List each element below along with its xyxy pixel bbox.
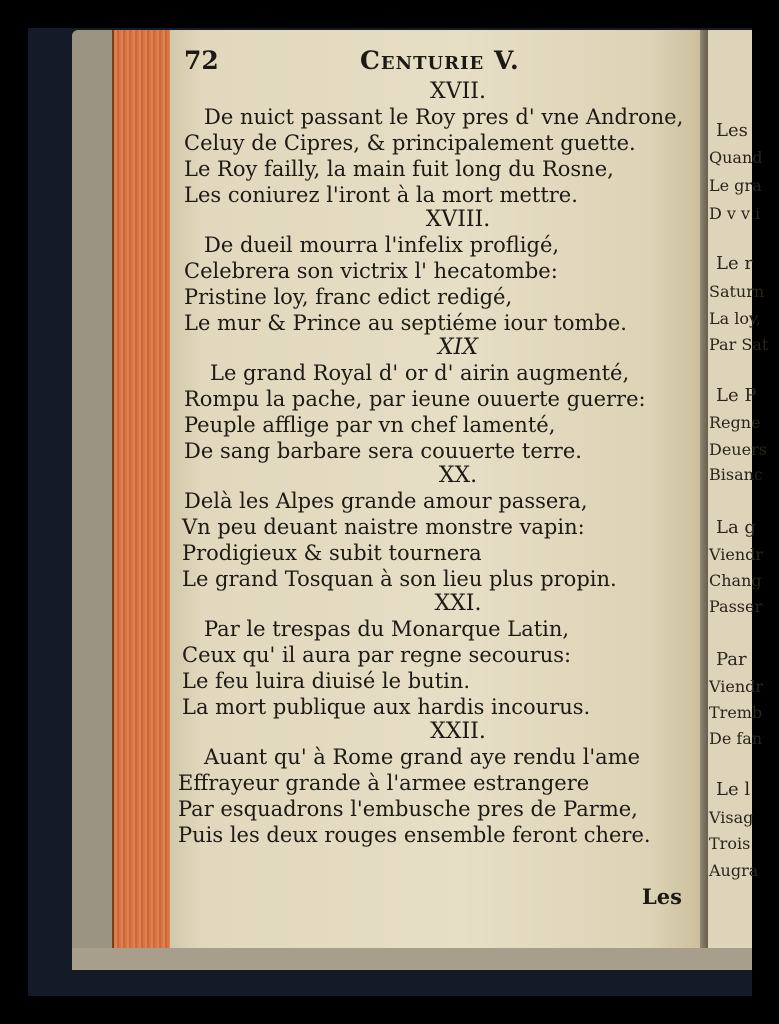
quatrain-number: XVII. <box>430 79 486 104</box>
next-page-fragment: Visag <box>709 808 754 827</box>
next-page-fragment: Passer <box>709 597 763 616</box>
next-page-fragment: Chang <box>709 571 762 590</box>
next-page-fragment: Augra <box>709 861 759 880</box>
next-page-fragment: Le r <box>716 253 753 274</box>
verse-line: Celebrera son victrix l' hecatombe: <box>184 259 558 283</box>
quatrain-number: XXII. <box>430 719 486 744</box>
verse-line: Par le trespas du Monarque Latin, <box>204 617 570 641</box>
verse-line: Par esquadrons l'embusche pres de Parme, <box>178 797 638 821</box>
verse-line: Le mur & Prince au septiéme iour tombe. <box>184 311 627 335</box>
next-page-fragment: Quand <box>709 148 763 167</box>
next-page-fragment: Viendr <box>709 677 764 696</box>
next-page-fragment: Le P <box>716 385 757 406</box>
next-page-fragment: Tremb <box>709 703 763 722</box>
quatrain-number: XVIII. <box>425 207 491 232</box>
quatrain <box>178 208 678 336</box>
next-page-fragment: La loy, <box>709 309 761 328</box>
quatrain <box>178 720 678 848</box>
running-title: Centurie V. <box>360 46 520 75</box>
quatrain <box>178 592 678 720</box>
verse-line: Le Roy failly, la main fuit long du Rosne, <box>184 157 614 181</box>
verse-line: Delà les Alpes grande amour passera, <box>184 489 588 513</box>
verse-line: Les coniurez l'iront à la mort mettre. <box>184 183 578 207</box>
next-page-fragment: Saturn <box>709 282 765 301</box>
next-page-fragment: Le gra <box>709 176 762 195</box>
quatrain-number: XXI. <box>434 591 482 616</box>
next-page-fragment: Deuers <box>709 440 767 459</box>
verse-line: Rompu la pache, par ieune ouuerte guerre: <box>184 387 646 411</box>
verse-line: Auant qu' à Rome grand aye rendu l'ame <box>204 745 641 769</box>
red-page-edges <box>112 30 178 948</box>
verse-line: Le feu luira diuisé le butin. <box>182 669 471 693</box>
verse-line: La mort publique aux hardis incourus. <box>182 695 591 719</box>
verse-line: De nuict passant le Roy pres d' vne Androne, <box>204 105 684 129</box>
next-page-fragment: Par <box>716 649 747 670</box>
next-page-fragment: Les <box>716 120 748 141</box>
verse-line: Pristine loy, franc edict redigé, <box>184 285 513 309</box>
verse-line: Le grand Royal d' or d' airin augmenté, <box>210 361 630 385</box>
verse-line: Le grand Tosquan à son lieu plus propin. <box>182 567 617 591</box>
verse-line: Ceux qu' il aura par regne secourus: <box>182 643 572 667</box>
verse-line: Celuy de Cipres, & principalement guette. <box>184 131 636 155</box>
next-page-fragment: La g <box>716 517 756 538</box>
verse-line: De dueil mourra l'infelix profligé, <box>204 233 560 257</box>
book-bottom-edge <box>72 948 752 970</box>
next-page-fragment: Bisanc <box>709 465 763 484</box>
next-page-fragment: De fan <box>709 729 763 748</box>
catchword: Les <box>642 884 682 909</box>
next-page-fragment: Par Sat <box>709 335 769 354</box>
verse-line: Prodigieux & subit tournera <box>182 541 482 565</box>
quatrain-number: XIX <box>437 335 478 360</box>
next-page-fragment: Regne <box>709 413 761 432</box>
page-header <box>184 46 684 80</box>
quatrain-number: XX. <box>438 463 478 488</box>
verse-line: Puis les deux rouges ensemble feront chere. <box>178 823 651 847</box>
verse-line: Peuple afflige par vn chef lamenté, <box>184 413 556 437</box>
next-page-fragment: Viendr <box>709 545 764 564</box>
next-page-fragment: Trois <box>709 834 751 853</box>
verse-line: Effrayeur grande à l'armee estrangere <box>178 771 590 795</box>
verse-line: De sang barbare sera couuerte terre. <box>184 439 582 463</box>
verse-line: Vn peu deuant naistre monstre vapin: <box>182 515 585 539</box>
next-page-fragment: Le l <box>716 779 751 800</box>
quatrain <box>178 79 684 208</box>
page-number: 72 <box>184 46 219 75</box>
next-page-fragment: D v v i <box>709 204 761 223</box>
quatrains-block <box>178 79 684 848</box>
quatrain <box>178 336 678 464</box>
quatrain <box>178 464 678 592</box>
